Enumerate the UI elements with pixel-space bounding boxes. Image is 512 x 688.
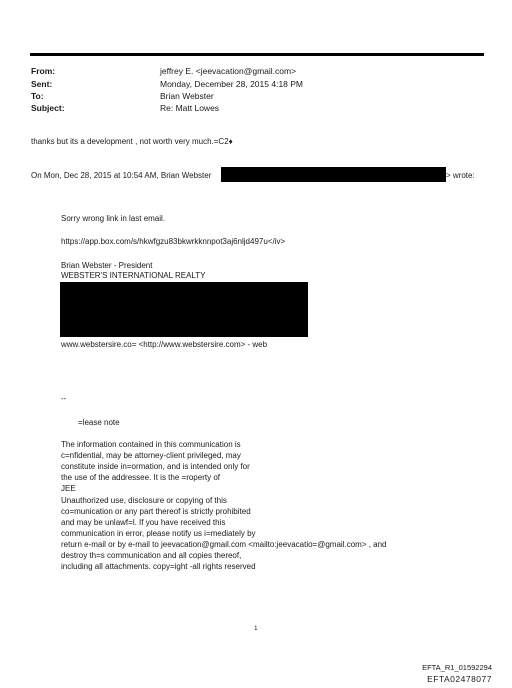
dashes: -- [61, 394, 67, 403]
page-number: 1 [254, 625, 258, 632]
signature-company: WEBSTER'S INTERNATIONAL REALTY [61, 271, 206, 280]
disclaimer-line: constitute inside in=ormation, and is intended only for [61, 462, 250, 471]
footer-ref-2: EFTA02478077 [427, 674, 492, 684]
disclaimer-line: The information contained in this communication is [61, 440, 241, 449]
disclaimer-line: Unauthorized use, disclosure or copying of this [61, 496, 227, 505]
footer-ref-1: EFTA_R1_01592294 [422, 663, 492, 672]
subject-label: Subject: [31, 103, 65, 113]
disclaimer-line: c=nfidential, may be attorney-client privileged, may [61, 451, 241, 460]
disclaimer-line: return e-mail or by e-mail to jeevacation@gmail.com <mailto:jeevacatio=@gmail.com> , and [61, 540, 387, 549]
disclaimer-line: the use of the addressee. It is the =roperty of [61, 473, 220, 482]
box-link[interactable]: https://app.box.com/s/hkwfgzu83bkwrkknnpot3aj6nljd497u</iv> [61, 237, 286, 246]
from-label: From: [31, 66, 56, 76]
redaction-signature-block [60, 282, 308, 337]
disclaimer-line: and may be unlawf=l. If you have received this [61, 518, 226, 527]
disclaimer-line: including all attachments. copy=ight -all rights reserved [61, 562, 256, 571]
quote-intro-end: > wrote: [446, 171, 475, 180]
website-line[interactable]: www.webstersire.co= <http://www.webstersire.com> - web [61, 340, 268, 349]
to-label: To: [31, 91, 44, 101]
disclaimer-line: co=munication or any part thereof is strictly prohibited [61, 507, 251, 516]
sorry-line: Sorry wrong link in last email. [61, 214, 166, 223]
disclaimer-line: JEE [61, 484, 76, 493]
from-value: jeffrey E. <jeevacation@gmail.com> [160, 66, 297, 76]
reply-text: thanks but its a development , not worth very much.=C2♦ [31, 137, 233, 146]
disclaimer-line: destroy th=s communication and all copies thereof, [61, 551, 242, 560]
subject-value: Re: Matt Lowes [160, 103, 220, 113]
to-value: Brian Webster [160, 91, 214, 101]
disclaimer-line: communication in error, please notify us i=mediately by [61, 529, 256, 538]
quote-intro: On Mon, Dec 28, 2015 at 10:54 AM, Brian Webster [31, 171, 212, 180]
header-rule [30, 53, 484, 56]
signature-name: Brian Webster - President [61, 261, 153, 270]
sent-label: Sent: [31, 79, 53, 89]
please-note: =lease note [78, 418, 120, 427]
redaction-email [221, 167, 446, 182]
sent-value: Monday, December 28, 2015 4:18 PM [160, 79, 304, 89]
